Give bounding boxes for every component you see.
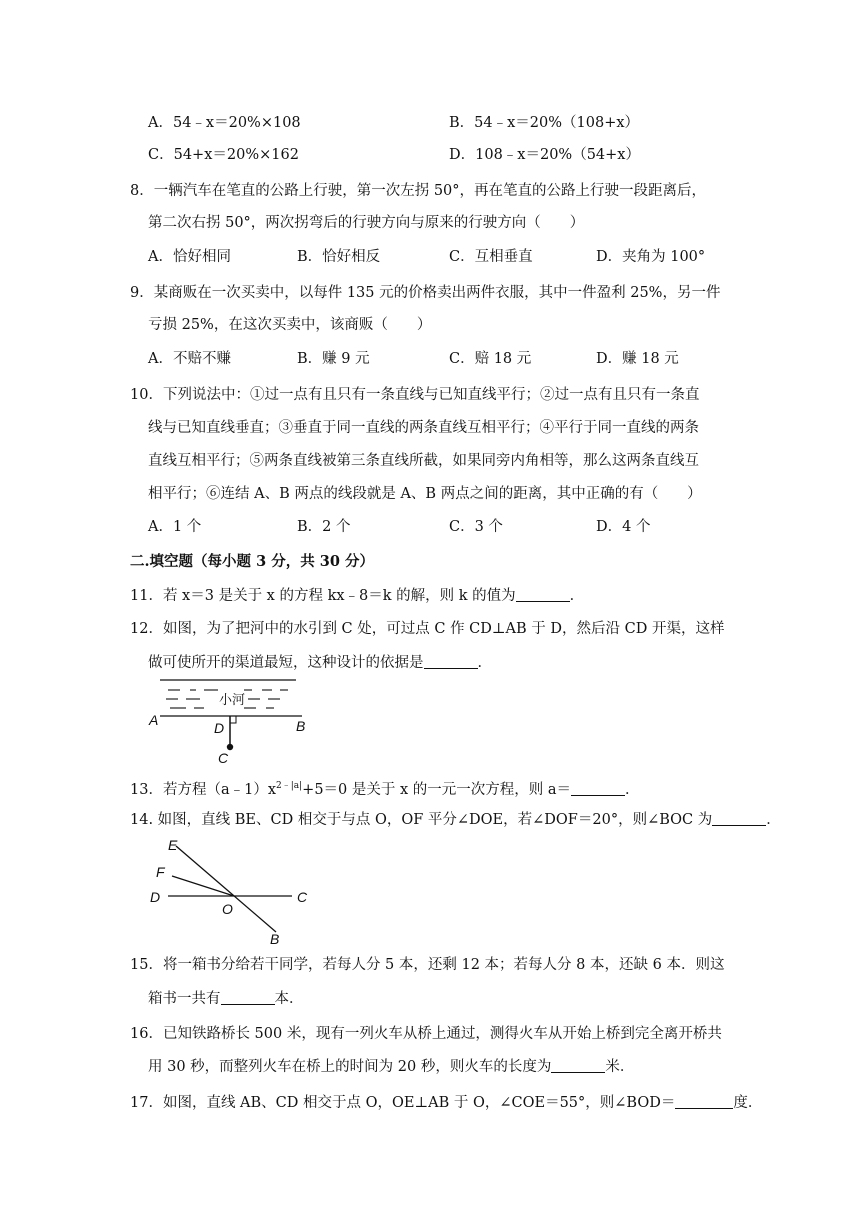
q14-lines-figure — [140, 834, 320, 946]
q11-stem: 11．若 x＝3 是关于 x 的方程 kx﹣8＝k 的解，则 k 的值为 ． — [130, 588, 585, 604]
q12-point-a: A — [149, 712, 159, 728]
q15-answer-blank[interactable] — [221, 990, 275, 1005]
q12-stem-line1: 12．如图，为了把河中的水引到 C 处，可过点 C 作 CD⊥AB 于 D，然后沿 CD 开渠，这样 — [130, 621, 725, 637]
q13-exponent: 2﹣|a| — [276, 781, 303, 791]
q8-stem-line2: 第二次右拐 50°，两次拐弯后的行驶方向与原来的行驶方向（ ） — [148, 215, 585, 231]
q17-answer-blank[interactable] — [675, 1094, 733, 1109]
q12-river-figure — [140, 672, 320, 764]
q9-option-a: A．不赔不赚 — [148, 351, 231, 367]
q8-option-d: D．夹角为 100° — [596, 249, 706, 265]
q7-option-a: A．54﹣x＝20%×108 — [148, 115, 301, 131]
q8-option-a: A．恰好相同 — [148, 249, 231, 265]
q10-option-a: A．1 个 — [148, 519, 202, 535]
q13-stem: 13．若方程$(a﹣1)x^{2﹣|a|}+5=0$ 是关于 x 的一元一次方程，则 a＝ ． — [130, 781, 640, 798]
q10-stem-line2: 线与已知直线垂直；③垂直于同一直线的两条直线互相平行；④平行于同一直线的两条 — [148, 420, 699, 436]
q10-stem-line3: 直线互相平行；⑤两条直线被第三条直线所截，如果同旁内角相等，那么这两条直线互 — [148, 453, 699, 469]
q14-point-e: E — [168, 837, 178, 853]
q15-stem-line2: 箱书一共有 本． — [148, 991, 304, 1007]
q7-option-d: D．108﹣x＝20%（54+x） — [449, 147, 640, 163]
q8-option-c: C．互相垂直 — [449, 249, 533, 265]
q12-answer-blank[interactable] — [424, 654, 478, 669]
q9-option-b: B．赚 9 元 — [297, 351, 370, 367]
q17-stem: 17．如图，直线 AB、CD 相交于点 O，OE⊥AB 于 O，∠COE＝55°，则∠BOD＝ 度． — [130, 1095, 763, 1111]
q9-option-d: D．赚 18 元 — [596, 351, 679, 367]
q14-point-b: B — [270, 931, 280, 946]
q16-stem-line2: 用 30 秒，而整列火车在桥上的时间为 20 秒，则火车的长度为 米． — [148, 1059, 635, 1075]
q14-point-o: O — [222, 901, 233, 917]
q12-stem-line2: 做可使所开的渠道最短，这种设计的依据是 ． — [148, 655, 492, 671]
q11-text: 11．若 x＝3 是关于 x 的方程 kx﹣8＝k 的解，则 k 的值为 — [130, 588, 516, 604]
q12-point-c: C — [218, 750, 229, 764]
q12-point-b: B — [296, 718, 306, 734]
q10-option-d: D．4 个 — [596, 519, 651, 535]
q14-stem: 14. 如图，直线 BE、CD 相交于与点 O，OF 平分∠DOE，若∠DOF＝20°，则∠BOC 为 ． — [130, 812, 781, 828]
q8-option-b: B．恰好相反 — [297, 249, 381, 265]
q12-point-d: D — [214, 720, 225, 736]
q15-stem-line1: 15．将一箱书分给若干同学，若每人分 5 本，还剩 12 本；若每人分 8 本，还缺 6 本．则这 — [130, 957, 725, 973]
q8-stem-line1: 8．一辆汽车在笔直的公路上行驶，第一次左拐 50°，再在笔直的公路上行驶一段距离后， — [130, 183, 707, 199]
q10-option-c: C．3 个 — [449, 519, 503, 535]
q10-option-b: B．2 个 — [297, 519, 351, 535]
q13-answer-blank[interactable] — [571, 781, 625, 796]
q14-answer-blank[interactable] — [712, 811, 766, 826]
q14-point-c: C — [297, 889, 308, 905]
q7-option-c: C．54+x＝20%×162 — [148, 147, 299, 163]
q9-option-c: C．赔 18 元 — [449, 351, 532, 367]
q16-stem-line1: 16．已知铁路桥长 500 米，现有一列火车从桥上通过，测得火车从开始上桥到完全离开桥共 — [130, 1026, 722, 1042]
q9-stem-line1: 9．某商贩在一次买卖中，以每件 135 元的价格卖出两件衣服，其中一件盈利 25%，另一件 — [130, 285, 721, 301]
q7-option-b: B．54﹣x＝20%（108+x） — [449, 115, 640, 131]
q10-stem-line4: 相平行；⑥连结 A、B 两点的线段就是 A、B 两点之间的距离，其中正确的有（ ） — [148, 486, 702, 502]
q9-stem-line2: 亏损 25%，在这次买卖中，该商贩（ ） — [148, 317, 432, 333]
section-heading-fill-in: 二.填空题（每小题 3 分，共 30 分） — [130, 553, 375, 570]
q12-river-label: 小河 — [218, 692, 246, 707]
q10-stem-line1: 10．下列说法中：①过一点有且只有一条直线与已知直线平行；②过一点有且只有一条直 — [130, 387, 700, 403]
q14-point-d: D — [150, 889, 161, 905]
q14-point-f: F — [156, 864, 165, 880]
q16-answer-blank[interactable] — [551, 1058, 605, 1073]
q11-answer-blank[interactable] — [516, 587, 570, 602]
